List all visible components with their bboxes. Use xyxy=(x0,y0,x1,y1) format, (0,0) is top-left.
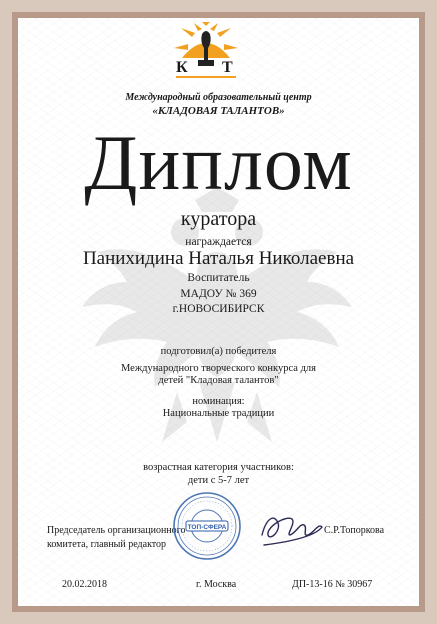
diploma-subtitle: куратора xyxy=(180,208,257,230)
kt-logo-icon xyxy=(168,20,244,86)
age-category-value: дети с 5-7 лет xyxy=(187,475,250,486)
center-name-line1: Международный образовательный центр xyxy=(125,92,312,103)
official-stamp-icon xyxy=(172,491,242,561)
chair-title-line1: Председатель организационного xyxy=(47,525,186,536)
center-name-line2: «КЛАДОВАЯ ТАЛАНТОВ» xyxy=(152,105,285,117)
recipient-organization: МАДОУ № 369 xyxy=(180,288,257,300)
nomination-label: номинация: xyxy=(192,396,245,407)
recipient-position: Воспитатель xyxy=(187,272,250,284)
recipient-name: Панихидина Наталья Николаевна xyxy=(82,248,355,269)
recipient-city: г.НОВОСИБИРСК xyxy=(172,303,265,315)
diploma-title: Диплом xyxy=(84,119,353,206)
issue-place: г. Москва xyxy=(196,579,237,590)
nomination-value: Национальные традиции xyxy=(162,408,275,419)
awarded-label: награждается xyxy=(185,236,252,248)
signer-name: С.Р.Топоркова xyxy=(324,525,385,536)
handwritten-signature xyxy=(256,505,326,551)
contest-name-line2: детей "Кладовая талантов" xyxy=(158,375,279,386)
issue-date: 20.02.2018 xyxy=(62,579,107,590)
prepared-label: подготовил(а) победителя xyxy=(160,346,277,357)
age-category-label: возрастная категория участников: xyxy=(143,462,294,473)
logo-letter-k: К xyxy=(176,59,188,76)
chair-title-line2: комитета, главный редактор xyxy=(47,539,167,550)
logo-letter-t: Т xyxy=(222,59,233,76)
diploma-number: ДП-13-16 № 30967 xyxy=(292,579,373,590)
contest-name-line1: Международного творческого конкурса для xyxy=(120,363,316,374)
stamp-label: ТОП-СФЕРА xyxy=(187,524,227,531)
